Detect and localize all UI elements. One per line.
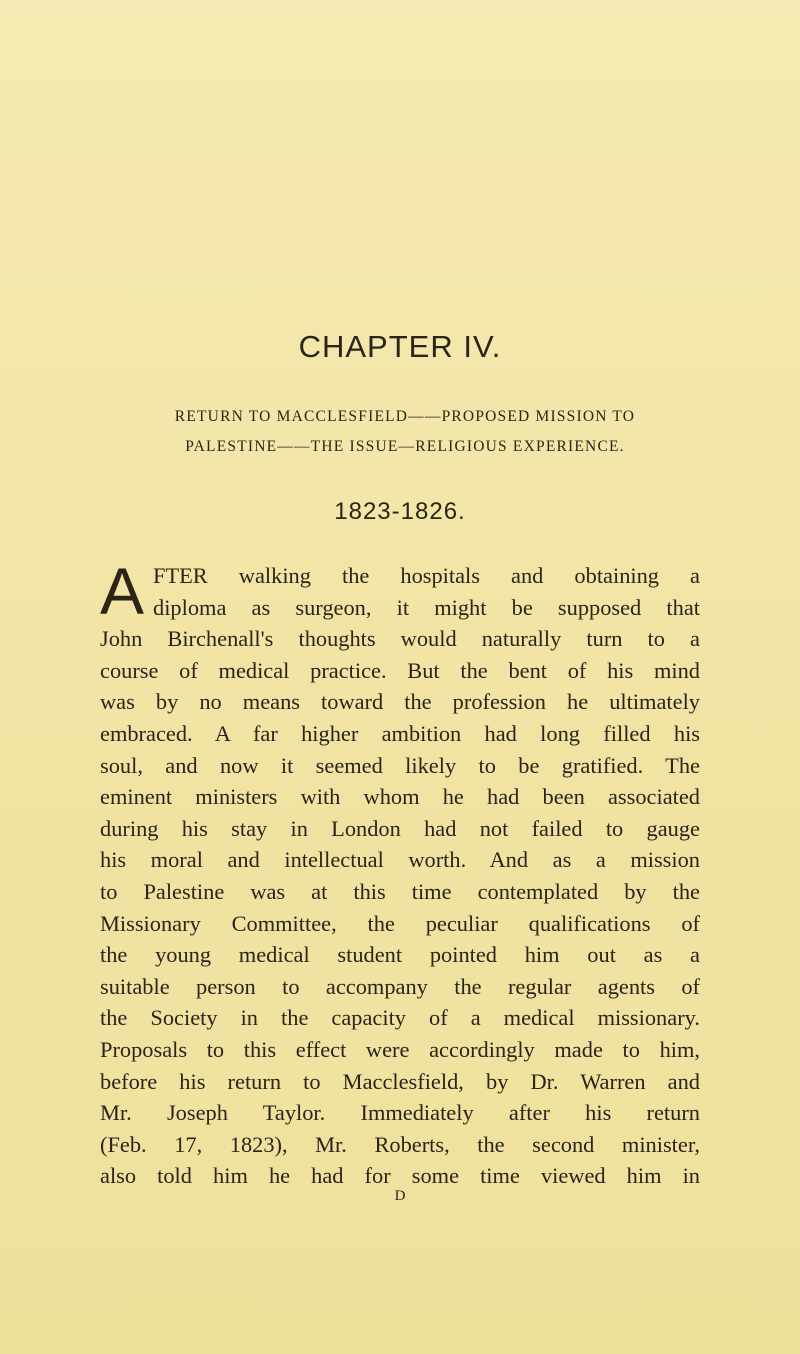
drop-cap-letter: A (100, 554, 145, 628)
chapter-dates: 1823-1826. (334, 498, 466, 525)
chapter-subtitle (110, 402, 700, 462)
text-line: during his stay in London had not failed to gauge (100, 815, 700, 841)
text-line: was by no means toward the profession he ultimately (100, 689, 700, 715)
text-line: also told him he had for some time viewed him in (100, 1163, 700, 1189)
chapter-title: CHAPTER IV. (298, 329, 502, 364)
subtitle-line-2: PALESTINE——THE ISSUE—RELIGIOUS EXPERIENCE. (185, 438, 625, 455)
text-line: suitable person to accompany the regular agents of (100, 973, 700, 999)
text-line: Mr. Joseph Taylor. Immediately after his return (100, 1100, 700, 1126)
text-line: the Society in the capacity of a medical missionary. (100, 1005, 700, 1031)
text-line: the young medical student pointed him out as a (100, 942, 700, 968)
text-line: eminent ministers with whom he had been associated (100, 784, 700, 810)
text-line: (Feb. 17, 1823), Mr. Roberts, the second minister, (100, 1131, 700, 1157)
text-line: embraced. A far higher ambition had long filled his (100, 720, 700, 746)
signature-mark: D (394, 1188, 406, 1204)
subtitle-line-1: RETURN TO MACCLESFIELD——PROPOSED MISSION TO (174, 408, 636, 425)
text-line: Proposals to this effect were accordingly made to him, (100, 1036, 700, 1062)
body-paragraph (100, 554, 700, 1192)
text-line: to Palestine was at this time contemplated by the (100, 878, 700, 904)
text-line: John Birchenall's thoughts would naturally turn to a (100, 626, 700, 652)
text-line: diploma as surgeon, it might be supposed that (153, 594, 700, 620)
text-line: FTER walking the hospitals and obtaining a (153, 563, 700, 588)
text-line: Missionary Committee, the peculiar qualifications of (100, 910, 700, 936)
text-line: soul, and now it seemed likely to be gratified. The (100, 752, 700, 778)
text-line: his moral and intellectual worth. And as a mission (100, 847, 700, 873)
text-line: before his return to Macclesfield, by Dr. Warren and (100, 1068, 700, 1094)
text-line: course of medical practice. But the bent of his mind (100, 657, 700, 683)
